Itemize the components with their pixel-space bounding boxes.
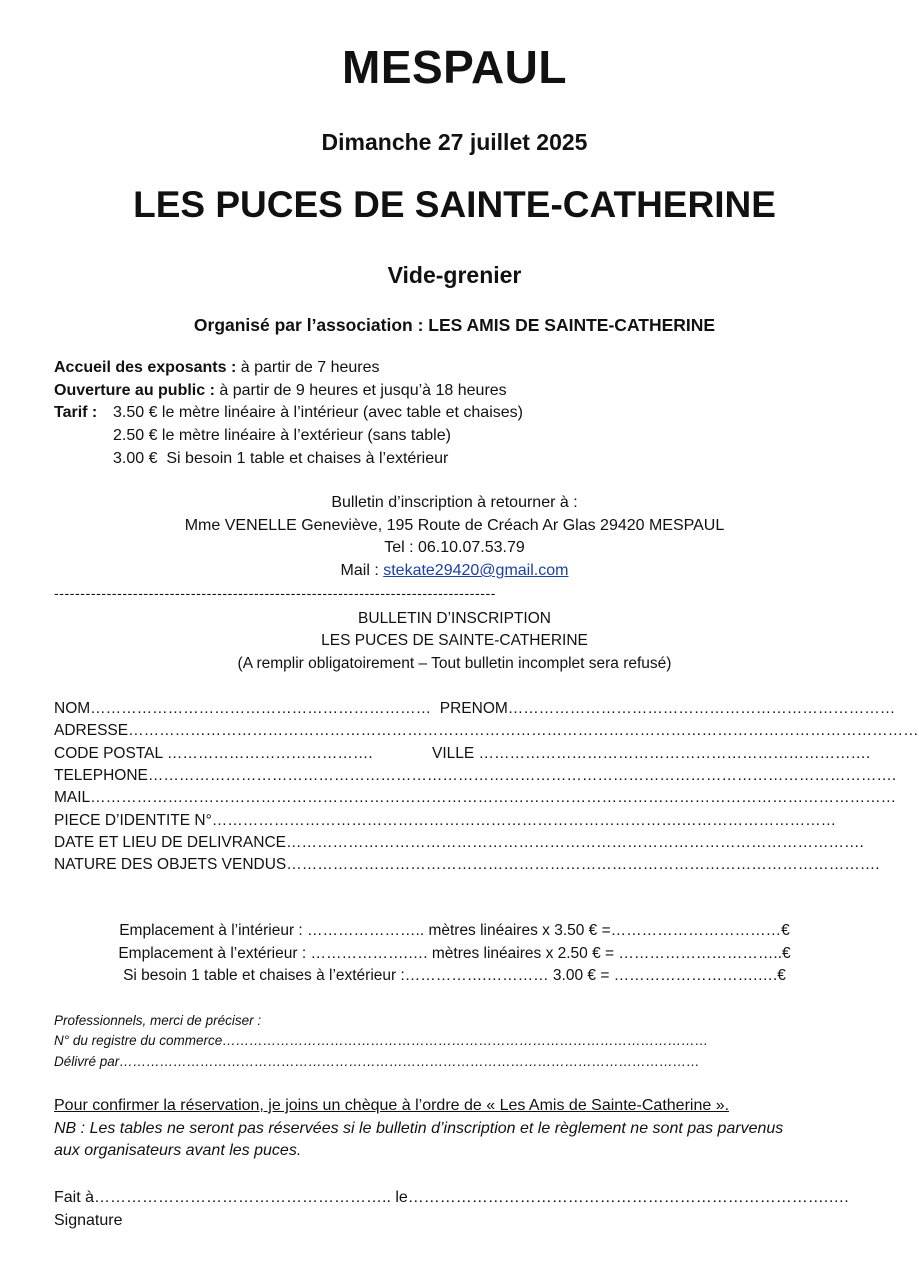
signature-label: Signature [54, 1212, 123, 1229]
nb-line-2: aux organisateurs avant les puces. [54, 1142, 302, 1159]
opening-label: Ouverture au public : [54, 382, 215, 399]
event-title: LES PUCES DE SAINTE-CATHERINE [133, 184, 776, 225]
mail-link[interactable]: stekate29420@gmail.com [383, 562, 569, 579]
opening-line [54, 382, 507, 400]
pro-intro: Professionnels, merci de préciser : [54, 1013, 262, 1028]
field-ville[interactable]: VILLE …………………………………………………………………. [432, 745, 871, 762]
nb-line-1: NB : Les tables ne seront pas réservées si le bulletin d’inscription et le règlement ne sont pas parvenus [54, 1120, 784, 1137]
field-telephone[interactable]: TELEPHONE………………………………………………………………………………………………………………………………. [54, 767, 897, 784]
field-piece-identite[interactable]: PIECE D’IDENTITE N°……………………………………………………………………………….………………………… [54, 812, 837, 829]
tarif-line-3: 3.00 € Si besoin 1 table et chaises à l’extérieur [113, 450, 449, 467]
event-date: Dimanche 27 juillet 2025 [321, 129, 588, 155]
organizer-line: Organisé par l’association : LES AMIS DE SAINTE-CATHERINE [193, 315, 716, 335]
town-title: MESPAUL [342, 41, 567, 93]
opening-value: à partir de 9 heures et jusqu’à 18 heures [214, 382, 507, 399]
emplacement-interieur[interactable]: Emplacement à l’intérieur : ………………….. mètres linéaires x 3.50 € =……………………………€ [119, 922, 790, 939]
separator-line: ------------------------------------------------------------------------------------ [54, 585, 497, 601]
welcome-value: à partir de 7 heures [236, 359, 380, 376]
tarif-line-2: 2.50 € le mètre linéaire à l’extérieur (sans table) [113, 427, 451, 444]
bulletin-note: (A remplir obligatoirement – Tout bulletin incomplet sera refusé) [237, 655, 672, 672]
pro-registre[interactable]: N° du registre du commerce……………………………………………………………………………………………… [54, 1033, 709, 1048]
field-adresse[interactable]: ADRESSE……………………………………………………………………………………………………………………………………… [54, 722, 919, 739]
contact-address: Mme VENELLE Geneviève, 195 Route de Créach Ar Glas 29420 MESPAUL [184, 517, 725, 534]
field-date-lieu-delivrance[interactable]: DATE ET LIEU DE DELIVRANCE…………………………………………………………………………………………………. [54, 834, 864, 851]
bulletin-event: LES PUCES DE SAINTE-CATHERINE [321, 632, 588, 649]
pro-delivre[interactable]: Délivré par………………………………………………………………………………………………………………… [54, 1054, 700, 1069]
contact-phone: Tel : 06.10.07.53.79 [384, 539, 525, 556]
contact-mail-line [0, 562, 909, 580]
event-type: Vide-grenier [387, 262, 522, 288]
cheque-confirmation: Pour confirmer la réservation, je joins un chèque à l’ordre de « Les Amis de Sainte-Catherine ». [54, 1097, 730, 1114]
tarif-label: Tarif : [54, 404, 98, 421]
welcome-line [54, 359, 380, 377]
fait-a-le[interactable]: Fait à……………………………………………….. le…………………………………………………………………….…. [54, 1189, 849, 1206]
contact-line-1: Bulletin d’inscription à retourner à : [331, 494, 578, 511]
field-code-postal[interactable]: CODE POSTAL …………………………………. [54, 745, 373, 762]
tarif-line-1: 3.50 € le mètre linéaire à l’intérieur (avec table et chaises) [113, 404, 523, 421]
emplacement-table[interactable]: Si besoin 1 table et chaises à l’extérieur :…………….………… 3.00 € = ……………………….….€ [123, 967, 786, 984]
mail-label: Mail : [340, 562, 384, 579]
emplacement-exterieur[interactable]: Emplacement à l’extérieur : ……………….…. mètres linéaires x 2.50 € = …………………………..€ [118, 945, 791, 962]
field-nature-objets[interactable]: NATURE DES OBJETS VENDUS……………………………………………………………………………………………………. [54, 856, 880, 873]
field-mail[interactable]: MAIL………………………………………………………………………………………………………………………………………… [54, 789, 897, 806]
field-nom-prenom[interactable]: NOM………………………………………………………… PRENOM………………………………………………………………… [54, 700, 896, 717]
bulletin-title: BULLETIN D’INSCRIPTION [358, 610, 551, 627]
welcome-label: Accueil des exposants : [54, 359, 237, 376]
